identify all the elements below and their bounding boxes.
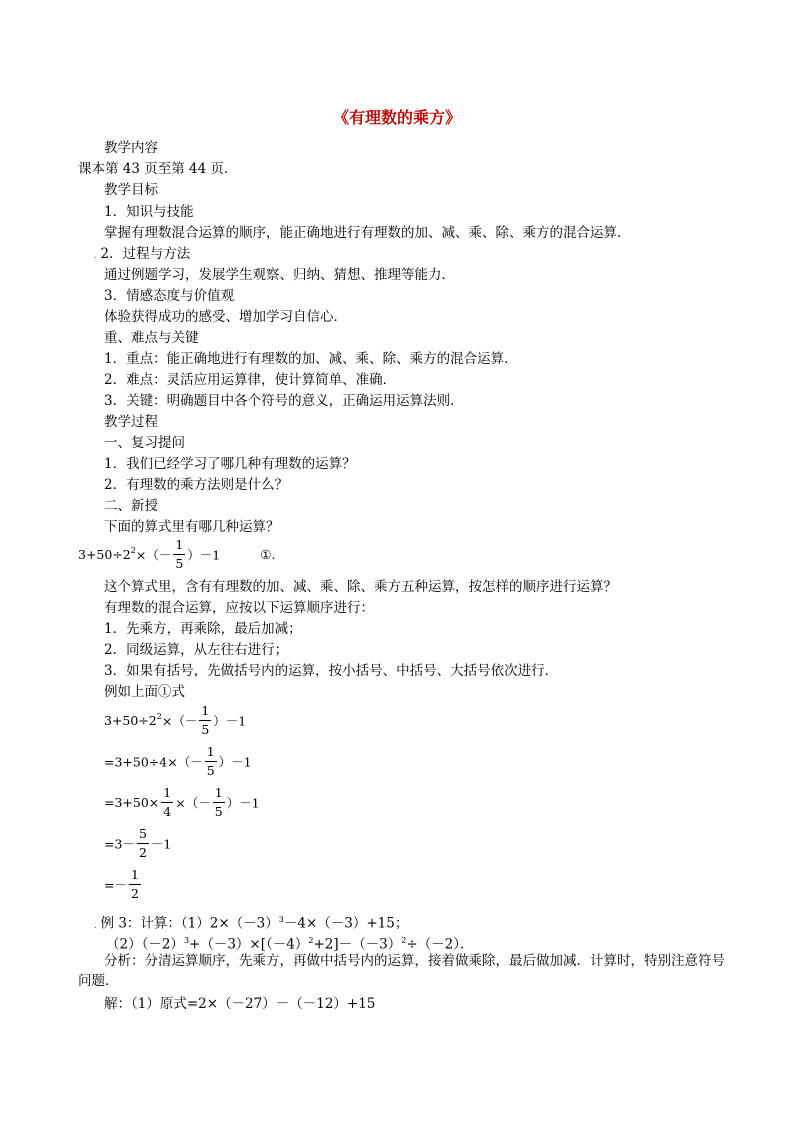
rule-3: 3．如果有括号，先做括号内的运算，按小括号、中括号、大括号依次进行． bbox=[104, 663, 559, 679]
question-operations: 下面的算式里有哪几种运算？ bbox=[104, 519, 280, 535]
goal-2-label: 2．过程与方法 bbox=[100, 246, 191, 262]
fraction: $\frac{1}{2}$ bbox=[130, 867, 139, 901]
heading-process: 教学过程 bbox=[104, 414, 158, 430]
heading-goals: 教学目标 bbox=[104, 182, 158, 198]
review-q2: 2．有理数的乘方法则是什么？ bbox=[104, 477, 289, 493]
goal-3-text: 体验获得成功的感受、增加学习自信心． bbox=[104, 309, 347, 325]
solution-text: 解：（1）原式=2×（－27）－（－12）+15 bbox=[104, 996, 376, 1012]
step-4: =3－ $\frac{5}{2}$ －1 bbox=[104, 826, 172, 860]
expression-1: $3+50\div 2^2\times(-$ $\frac{1}{5}$ ）－1 ①. bbox=[78, 537, 276, 571]
explain-2: 有理数的混合运算，应按以下运算顺序进行： bbox=[104, 600, 374, 616]
fraction: $\frac{1}{5}$ bbox=[214, 785, 223, 819]
text-pages: 课本第 43 页至第 44 页． bbox=[78, 161, 238, 177]
rule-1: 1．先乘方，再乘除，最后加减； bbox=[104, 621, 302, 637]
section-review: 一、复习提问 bbox=[104, 435, 185, 451]
review-q1: 1．我们已经学习了哪几种有理数的运算？ bbox=[104, 456, 356, 472]
goal-1: 1．知识与技能 bbox=[104, 204, 194, 220]
goal-2 bbox=[94, 244, 190, 266]
dot-mark: . bbox=[94, 920, 97, 930]
explain-1: 这个算式里，含有有理数的加、减、乘、除、乘方五种运算，按怎样的顺序进行运算？ bbox=[104, 579, 617, 595]
example-3-line-2: $(2)(-2)^3+(-3)\times[(-4)^2+2]-(-3)^2\div(-2)$． bbox=[106, 936, 474, 953]
dot-mark: . bbox=[94, 251, 97, 260]
fraction: $\frac{1}{5}$ bbox=[206, 744, 215, 778]
step-5: =－ $\frac{1}{2}$ bbox=[104, 867, 139, 901]
goal-1-text: 掌握有理数混合运算的顺序，能正确地进行有理数的加、减、乘、除、乘方的混合运算． bbox=[104, 225, 631, 241]
step-2: =3+50÷4×（－ $\frac{1}{5}$ ）－1 bbox=[104, 744, 252, 778]
goal-2-text: 通过例题学习，发展学生观察、归纳、猜想、推理等能力． bbox=[104, 267, 455, 283]
goal-3: 3．情感态度与价值观 bbox=[104, 288, 235, 304]
key-point-1: 1．重点：能正确地进行有理数的加、减、乘、除、乘方的混合运算． bbox=[104, 351, 518, 367]
document-title: 《有理数的乘方》 bbox=[332, 108, 461, 127]
fraction: $\frac{1}{5}$ bbox=[175, 537, 184, 571]
analysis-text: 分析：分清运算顺序，先乘方，再做中括号内的运算，接着做乘除，最后做加减．计算时，特别注意符号问题． bbox=[78, 953, 725, 989]
fraction: $\frac{1}{5}$ bbox=[201, 703, 210, 737]
section-new: 二、新授 bbox=[104, 498, 158, 514]
fraction: $\frac{1}{4}$ bbox=[163, 785, 172, 819]
fraction: $\frac{5}{2}$ bbox=[138, 826, 147, 860]
equation-marker: ①. bbox=[260, 547, 276, 562]
key-point-2: 2．难点：灵活应用运算律，使计算简单、准确． bbox=[104, 372, 397, 388]
example-intro: 例如上面①式 bbox=[104, 684, 185, 700]
step-3: =3+50× $\frac{1}{4}$ ×（－ $\frac{1}{5}$ ）－1 bbox=[104, 785, 260, 819]
key-point-3: 3．关键：明确题目中各个符号的意义，正确运用运算法则． bbox=[104, 393, 464, 409]
heading-key-points: 重、难点与关键 bbox=[104, 330, 199, 346]
heading-content: 教学内容 bbox=[104, 140, 158, 156]
example-3-line-1: . 例 3：计算：$(1)2\times(-3)^3-4\times(-3)+15$； bbox=[94, 915, 409, 932]
step-1: $3+50\div 2^2\times(-$ $\frac{1}{5}$ ）－1 bbox=[104, 703, 247, 737]
rule-2: 2．同级运算，从左往右进行； bbox=[104, 642, 289, 658]
